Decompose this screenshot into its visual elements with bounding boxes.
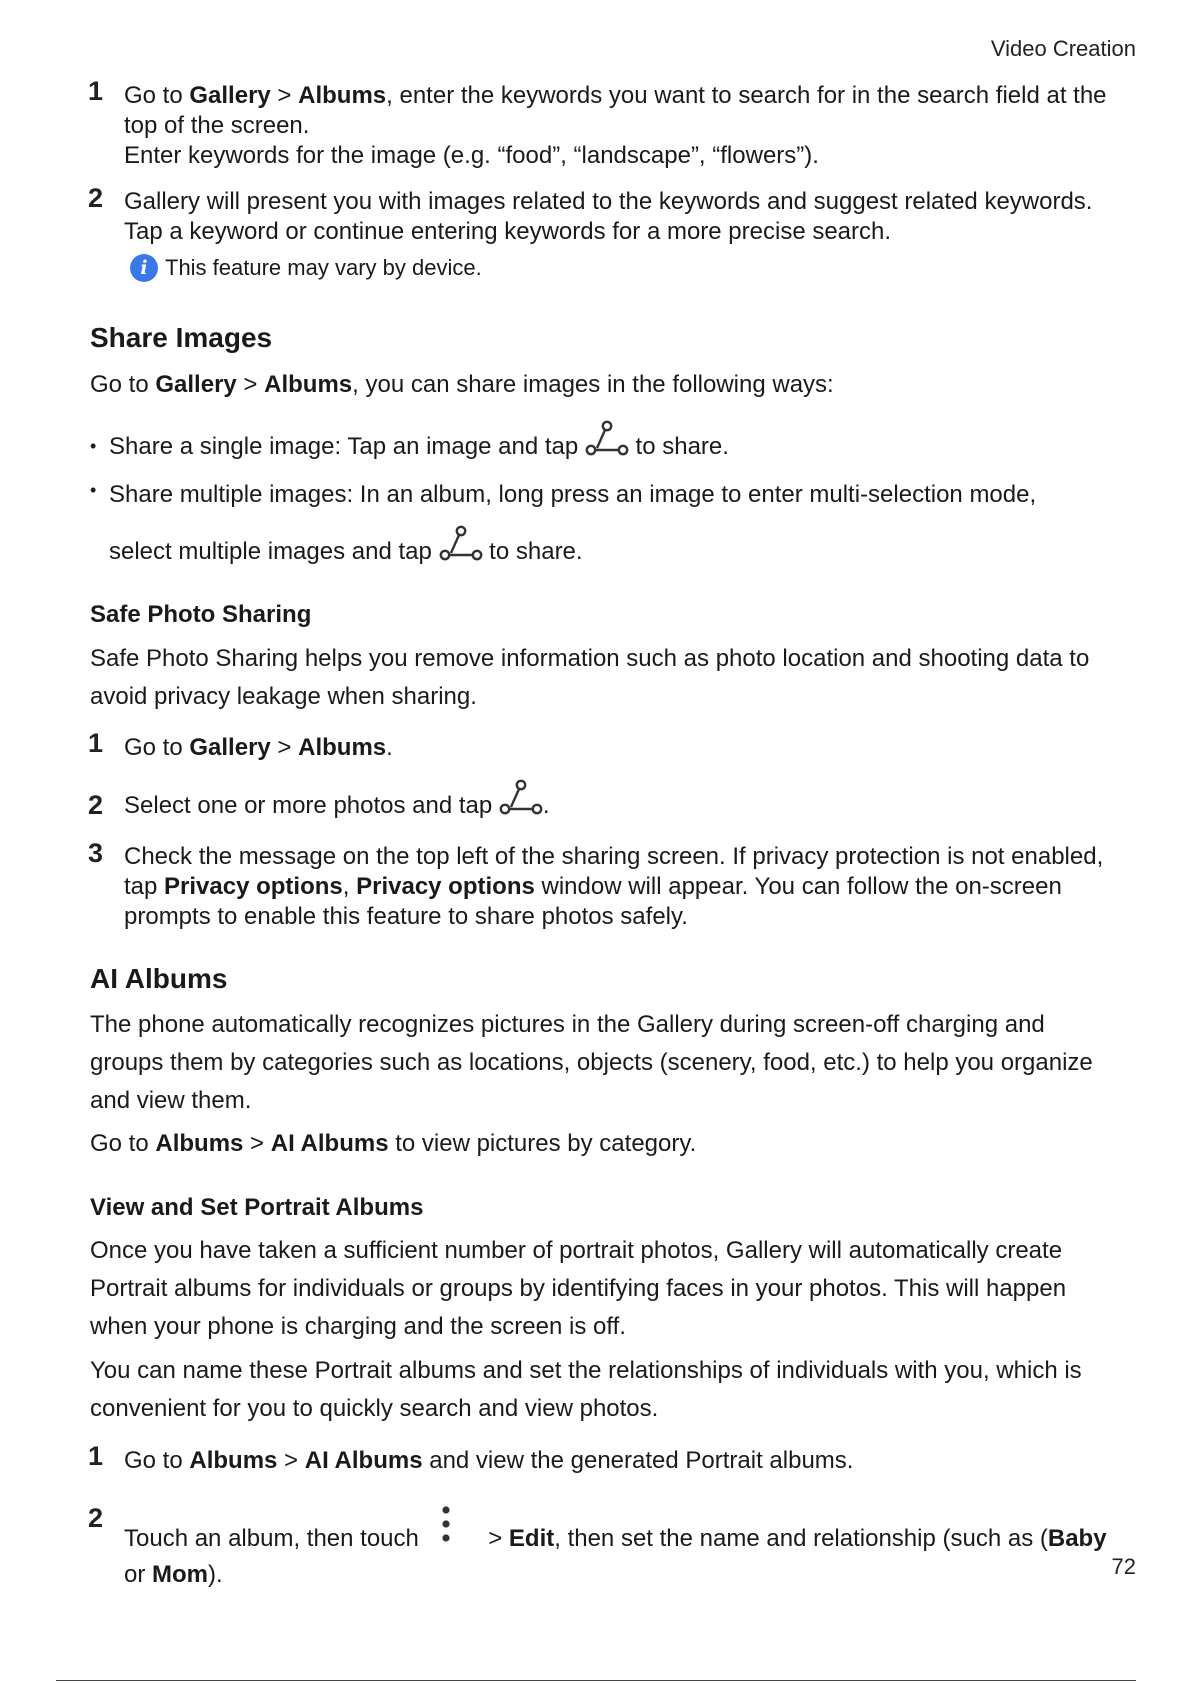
page-number: 72 <box>1111 1554 1136 1579</box>
step-number: 2 <box>88 790 104 820</box>
step-number: 1 <box>88 728 104 758</box>
bullet-marker: • <box>90 436 97 456</box>
section-title: Video Creation <box>990 36 1136 61</box>
ai-albums-intro: The phone automatically recognizes pictures in the Gallery during screen-off charging and groups them by categories such as locations, objects (scenery, food, etc.) to help you organize and view them. <box>90 1011 1093 1114</box>
bullet-marker: • <box>90 480 97 500</box>
note-text: This feature may vary by device. <box>165 255 482 280</box>
portrait-heading: View and Set Portrait Albums <box>90 1194 424 1221</box>
step-number: 2 <box>88 1503 104 1533</box>
share-icon <box>585 420 629 460</box>
safe-sharing-heading: Safe Photo Sharing <box>90 601 312 628</box>
portrait-step-2: Touch an album, then touch > Edit, then set the name and relationship (such as (Baby or Mom). <box>124 1508 1124 1590</box>
step-number: 1 <box>88 1441 104 1471</box>
safe-step-1: Go to Gallery > Albums. <box>124 734 393 761</box>
footer-rule <box>56 1680 1136 1681</box>
info-icon: i <box>130 254 158 282</box>
portrait-para-1: Once you have taken a sufficient number of portrait photos, Gallery will automatically create Portrait albums for individuals or groups by identifying faces in your photos. This will happen when your phone is charging and the screen is off. <box>90 1237 1067 1340</box>
safe-sharing-intro: Safe Photo Sharing helps you remove information such as photo location and shooting data to avoid privacy leakage when sharing. <box>90 645 1090 710</box>
share-icon <box>499 779 543 819</box>
ai-albums-goto: Go to Albums > AI Albums to view pictures by category. <box>90 1130 697 1157</box>
share-single-bullet: Share a single image: Tap an image and tap to share. <box>109 420 1119 466</box>
portrait-para-2: You can name these Portrait albums and set the relationships of individuals with you, which is convenient for you to quickly search and view photos. <box>90 1357 1082 1422</box>
portrait-step-1: Go to Albums > AI Albums and view the generated Portrait albums. <box>124 1447 854 1474</box>
share-icon <box>439 525 483 565</box>
share-multiple-bullet: Share multiple images: In an album, long press an image to enter multi-selection mode, <box>109 481 1037 508</box>
more-icon <box>426 1508 482 1560</box>
search-step-1: Go to Gallery > Albums, enter the keywords you want to search for in the search field at the top of the screen. Enter keywords for the image (e.g. “food”, “landscape”, “flowers”). <box>124 82 1107 169</box>
device-note <box>130 254 482 282</box>
safe-step-3: Check the message on the top left of the sharing screen. If privacy protection is not enabled, tap Privacy options, Privacy options window will appear. You can follow the on-screen prompts to enable this feature to share photos safely. <box>124 843 1104 930</box>
safe-step-2: Select one or more photos and tap . <box>124 779 1124 821</box>
share-images-heading: Share Images <box>90 322 273 353</box>
search-step-2: Gallery will present you with images related to the keywords and suggest related keywords. Tap a keyword or continue entering keywords for a more precise search. <box>124 188 1093 245</box>
share-images-intro: Go to Gallery > Albums, you can share images in the following ways: <box>90 371 834 398</box>
step-number: 1 <box>88 76 104 106</box>
ai-albums-heading: AI Albums <box>90 963 228 994</box>
step-number: 2 <box>88 183 104 213</box>
share-multiple-bullet-cont: select multiple images and tap to share. <box>109 525 1119 571</box>
step-number: 3 <box>88 838 104 868</box>
